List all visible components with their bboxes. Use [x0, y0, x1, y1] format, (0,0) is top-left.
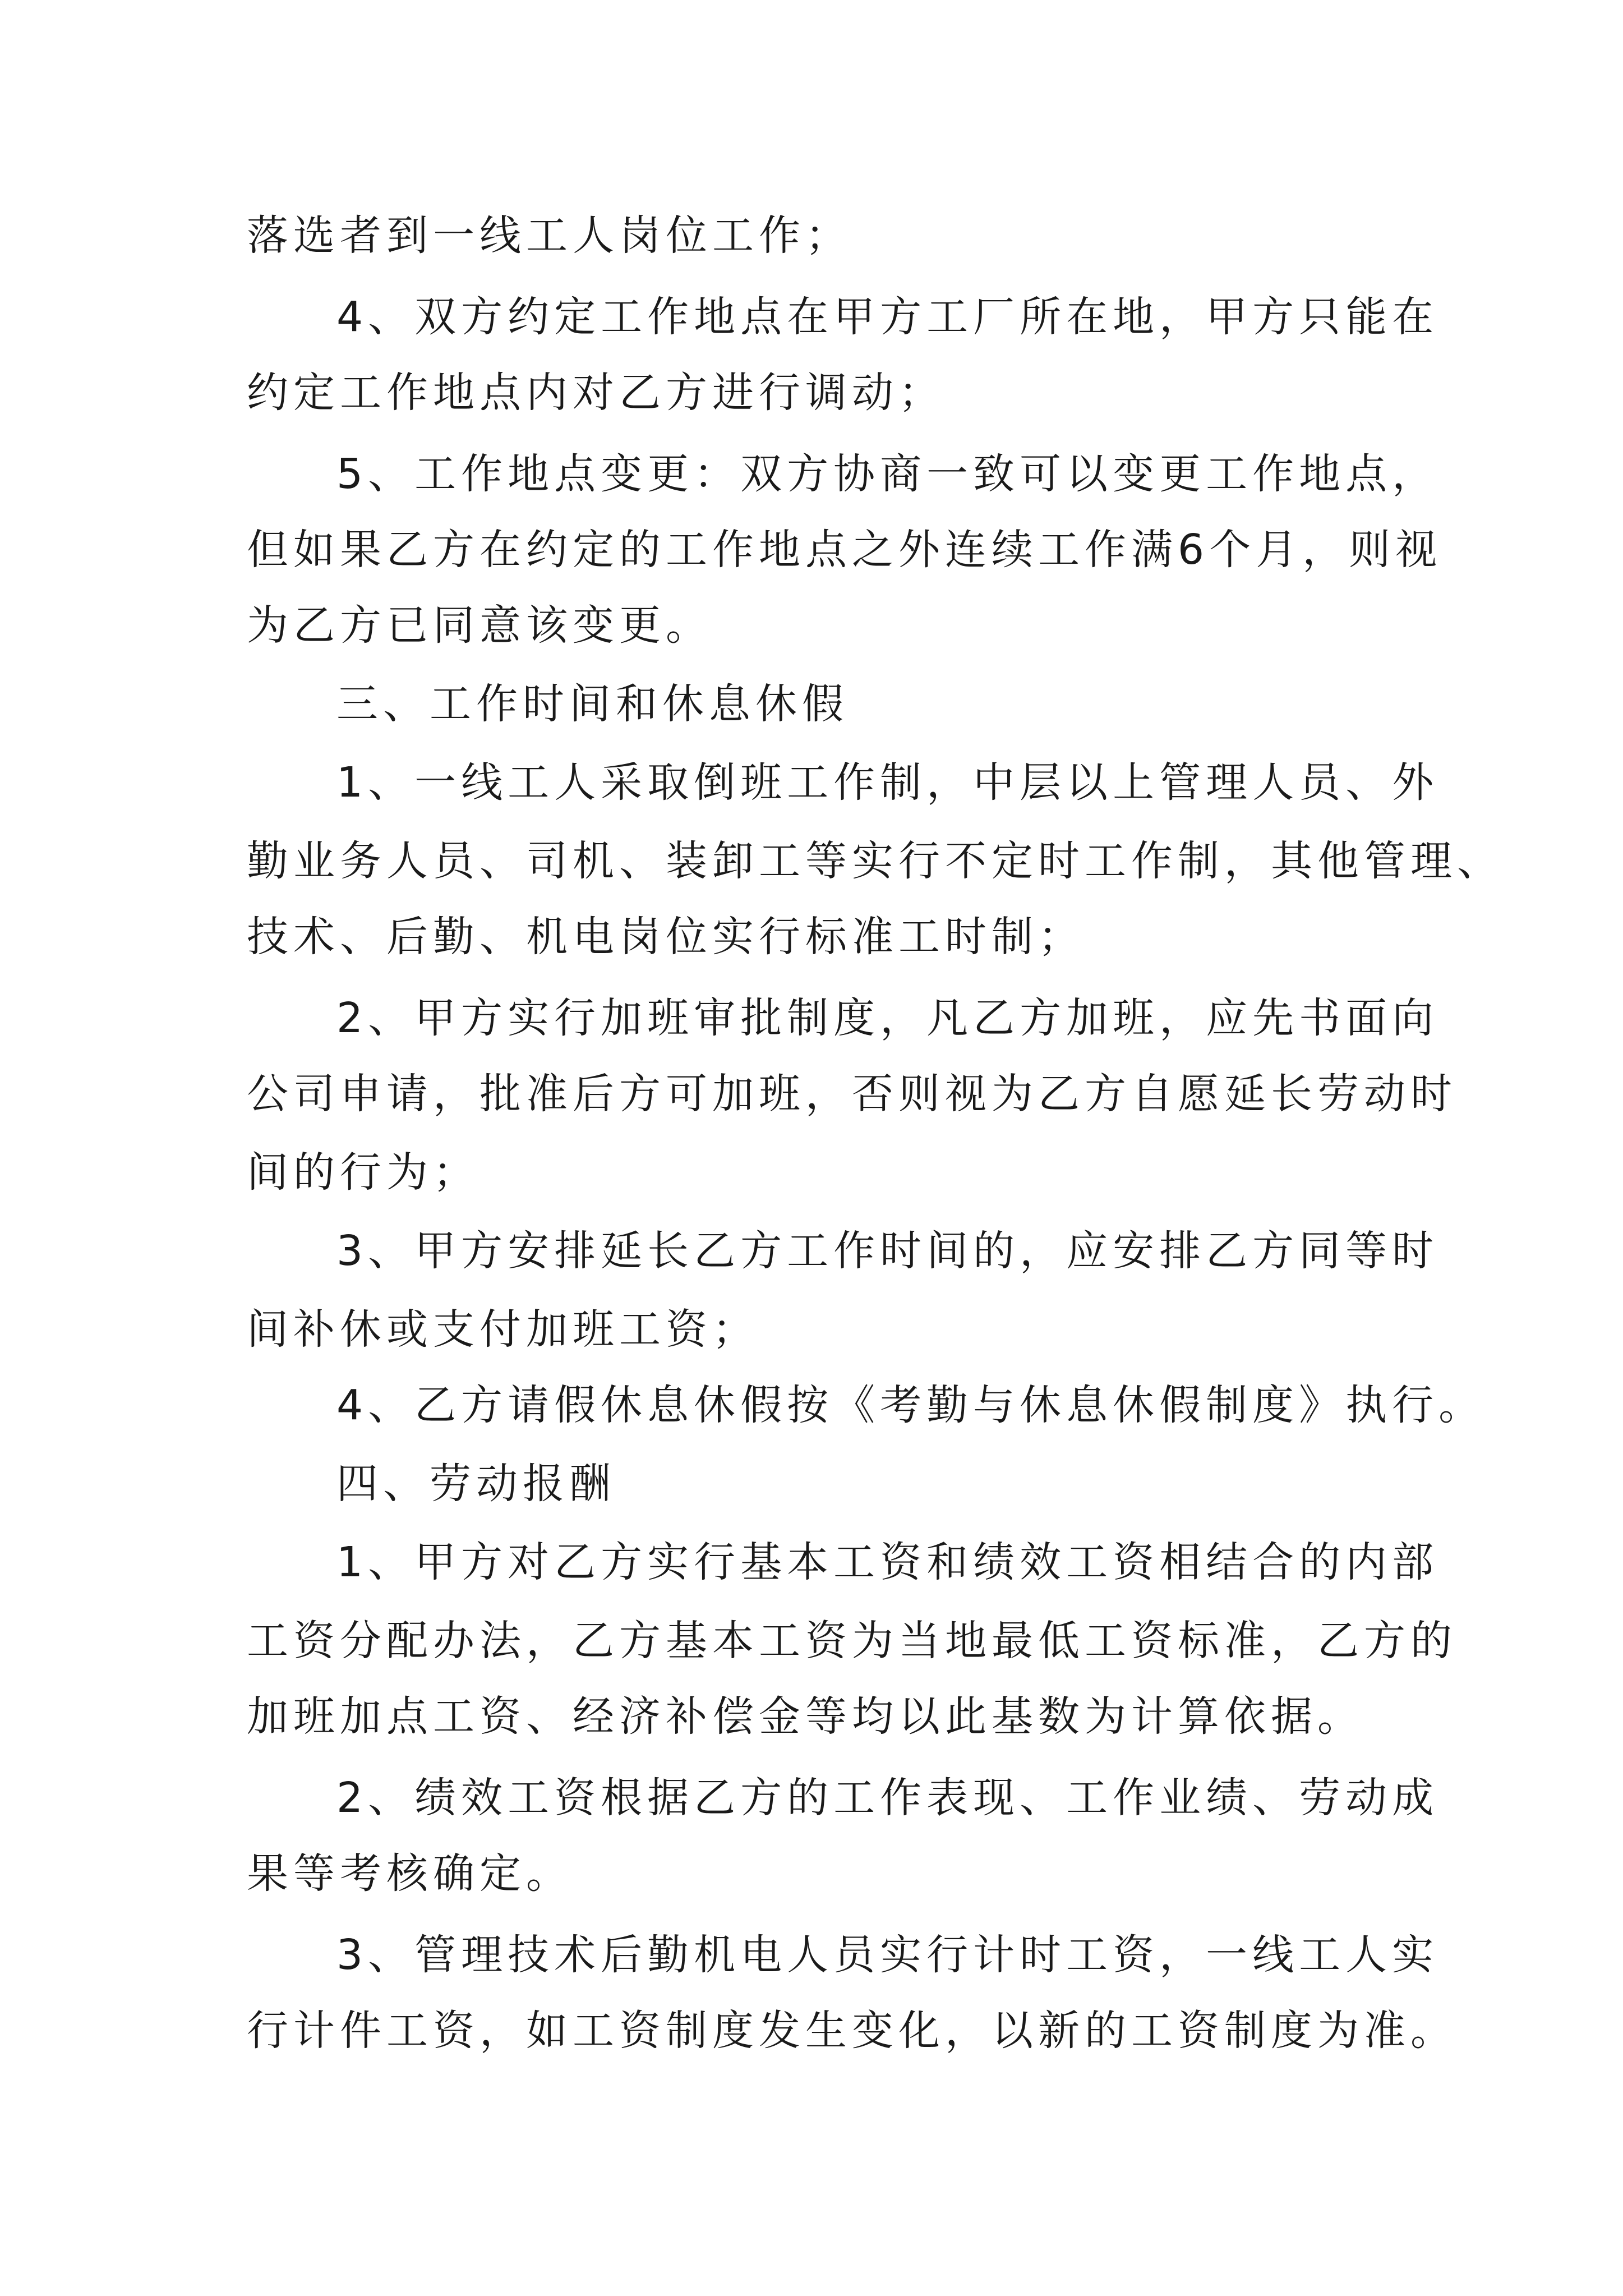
text-line: 1、一线工人采取倒班工作制，中层以上管理人员、外 [336, 758, 1439, 807]
text-line: 勤业务人员、司机、装卸工等实行不定时工作制，其他管理、 [247, 837, 1504, 885]
text-line: 工资分配办法，乙方基本工资为当地最低工资标准，乙方的 [247, 1617, 1457, 1665]
text-line: 约定工作地点内对乙方进行调动； [247, 369, 945, 417]
section-heading: 三、工作时间和休息休假 [336, 680, 849, 728]
text-line: 4、双方约定工作地点在甲方工厂所在地，甲方只能在 [336, 293, 1439, 341]
text-line: 行计件工资，如工资制度发生变化，以新的工资制度为准。 [247, 2007, 1457, 2055]
text-line: 2、绩效工资根据乙方的工作表现、工作业绩、劳动成 [336, 1774, 1439, 1822]
text-line: 为乙方已同意该变更。 [247, 601, 712, 650]
text-line: 2、甲方实行加班审批制度，凡乙方加班，应先书面向 [336, 994, 1439, 1042]
text-line: 4、乙方请假休息休假按《考勤与休息休假制度》执行。 [336, 1381, 1486, 1429]
text-line: 落选者到一线工人岗位工作； [247, 211, 852, 260]
text-line: 间的行为； [247, 1148, 479, 1197]
text-line: 间补休或支付加班工资； [247, 1305, 759, 1354]
text-line: 5、工作地点变更：双方协商一致可以变更工作地点， [336, 450, 1439, 498]
text-line: 果等考核确定。 [247, 1849, 573, 1898]
section-heading: 四、劳动报酬 [336, 1460, 616, 1508]
text-line: 3、管理技术后勤机电人员实行计时工资，一线工人实 [336, 1931, 1439, 1979]
text-line: 技术、后勤、机电岗位实行标准工时制； [247, 913, 1085, 961]
text-line: 公司申请，批准后方可加班，否则视为乙方自愿延长劳动时 [247, 1070, 1457, 1118]
text-line: 但如果乙方在约定的工作地点之外连续工作满6个月，则视 [247, 526, 1442, 574]
text-line: 3、甲方安排延长乙方工作时间的，应安排乙方同等时 [336, 1227, 1439, 1275]
text-line: 加班加点工资、经济补偿金等均以此基数为计算依据。 [247, 1692, 1364, 1741]
text-line: 1、甲方对乙方实行基本工资和绩效工资相结合的内部 [336, 1538, 1439, 1586]
